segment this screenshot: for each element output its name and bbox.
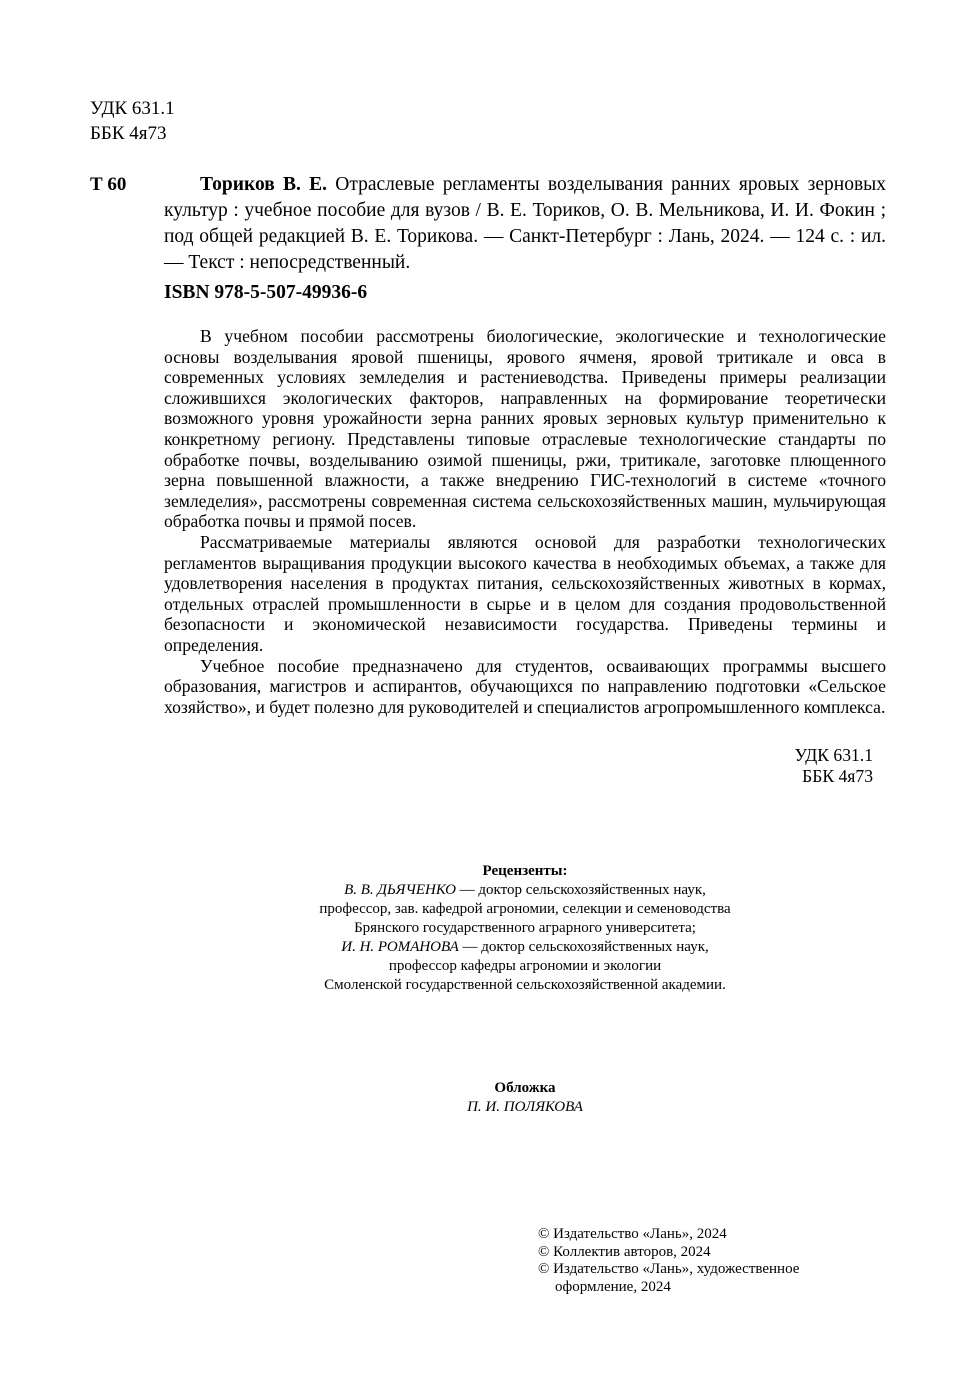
author-sign-code: Т 60 xyxy=(90,174,127,195)
bibliographic-description: Отраслевые регламенты возделывания ранних яровых зерновых культур : учебное пособие для вузов / В. Е. Ториков, О. В. Мельникова, И. И. Фокин ; под общей редакцией В. Е. Торикова. — Санкт-Петербург : Лань, 2024. — 124 с. : ил. — Текст : непосредственный. xyxy=(164,174,887,273)
copyright-block xyxy=(538,1226,858,1296)
copyright-line: © Издательство «Лань», художественное xyxy=(538,1261,800,1277)
reviewers-heading: Рецензенты: xyxy=(482,863,568,879)
reviewer-1-name: В. В. ДЬЯЧЕНКО xyxy=(344,882,456,898)
reviewer-2-degree: — доктор сельскохозяйственных наук, xyxy=(458,939,709,955)
reviewer-1-institution: Брянского государственного аграрного университета; xyxy=(354,920,696,936)
isbn: ISBN 978-5-507-49936-6 xyxy=(164,282,368,303)
reviewer-2 xyxy=(226,938,824,957)
cover-designer: П. И. ПОЛЯКОВА xyxy=(467,1099,583,1115)
reviewer-2-institution: Смоленской государственной сельскохозяйственной академии. xyxy=(324,977,726,993)
bibliographic-record xyxy=(164,172,886,276)
cover-heading: Обложка xyxy=(494,1080,556,1096)
abstract xyxy=(164,326,886,717)
reviewer-1 xyxy=(226,881,824,900)
copyright-line: © Издательство «Лань», 2024 xyxy=(538,1226,727,1242)
abstract-paragraph: Учебное пособие предназначено для студентов, осваивающих программы высшего образования, магистров и аспирантов, обучающихся по направлению подготовки «Сельское хозяйство», и будет полезно для руководителей и специалистов агропромышленного комплекса. xyxy=(164,655,886,717)
reviewer-1-degree: — доктор сельскохозяйственных наук, xyxy=(455,882,706,898)
udk-code-bottom: УДК 631.1 xyxy=(794,745,873,765)
cover-credit xyxy=(226,1079,824,1117)
abstract-paragraph: В учебном пособии рассмотрены биологические, экологические и технологические основы возделывания яровой пшеницы, ярового ячменя, яровой тритикале и овса в современных условиях земледелия и растениеводства. Приведены примеры реализации сложившихся экологических факторов, направленных на формирование теоретически возможного уровня урожайности зерна ранних яровых зерновых культур применительно к конкретному региону. Представлены типовые отраслевые технологические стандарты по обработке почвы, возделыванию озимой пшеницы, ржи, тритикале, заготовке плющенного зерна повышенной влажности, а также внедрению ГИС-технологий в системе «точного земледелия», рассмотрены современная система сельскохозяйственных машин, мульчирующая обработка почвы и прямой посев. xyxy=(164,326,886,532)
bbk-code-top: ББК 4я73 xyxy=(90,123,167,144)
copyright-line: оформление, 2024 xyxy=(555,1278,671,1295)
bbk-code-bottom: ББК 4я73 xyxy=(802,766,873,786)
udk-code-top: УДК 631.1 xyxy=(90,98,175,119)
reviewer-2-position: профессор кафедры агрономии и экологии xyxy=(388,958,662,974)
udk-bbk-header xyxy=(90,96,175,146)
abstract-paragraph: Рассматриваемые материалы являются основой для разработки технологических регламентов выращивания продукции высокого качества в необходимых объемах, а также для удовлетворения населения в продуктах питания, сельскохозяйственных животных в кормах, отдельных отраслей промышленности в сырье и в целом для создания продовольственной безопасности и экономической независимости государства. Приведены термины и определения. xyxy=(164,531,886,655)
reviewer-2-name: И. Н. РОМАНОВА xyxy=(341,939,459,955)
copyright-line: © Коллектив авторов, 2024 xyxy=(538,1243,711,1260)
udk-bbk-footer xyxy=(700,745,873,787)
reviewers-block xyxy=(226,862,824,995)
reviewer-1-position: профессор, зав. кафедрой агрономии, селекции и семеноводства xyxy=(319,901,731,917)
author-name: Ториков В. Е. xyxy=(200,174,328,195)
